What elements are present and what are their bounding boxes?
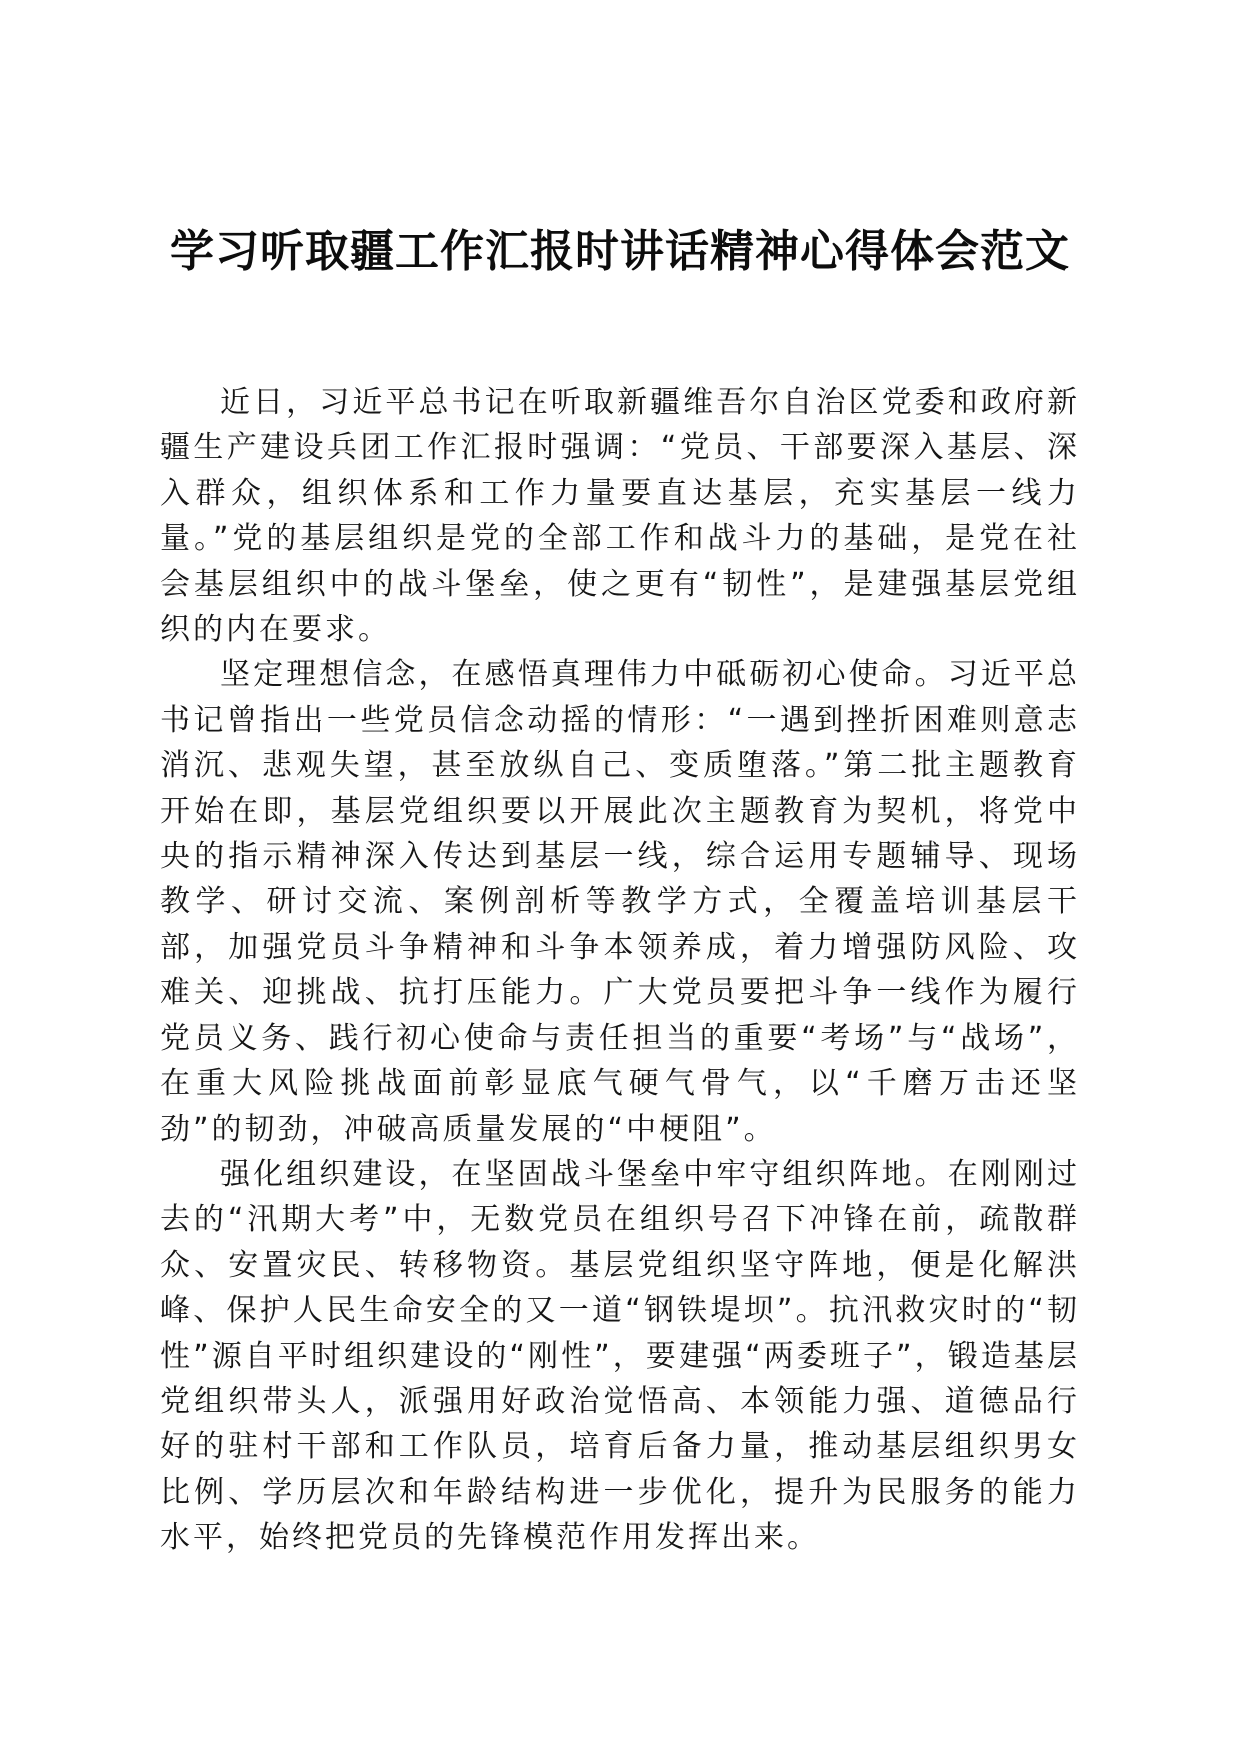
paragraph-3: 强化组织建设，在坚固战斗堡垒中牢守组织阵地。在刚刚过去的“汛期大考”中，无数党员在组织号召下冲锋在前，疏散群众、安置灾民、转移物资。基层党组织坚守阵地，便是化解洪峰、保护人民生命安全的又一道“钢铁堤坝”。抗汛救灾时的“韧性”源自平时组织建设的“刚性”，要建强“两委班子”，锻造基层党组织带头人，派强用好政治觉悟高、本领能力强、道德品行好的驻村干部和工作队员，培育后备力量，推动基层组织男女比例、学历层次和年龄结构进一步优化，提升为民服务的能力水平，始终把党员的先锋模范作用发挥出来。 (160, 1156, 1080, 1556)
paragraph-2: 坚定理想信念，在感悟真理伟力中砥砺初心使命。习近平总书记曾指出一些党员信念动摇的情形：“一遇到挫折困难则意志消沉、悲观失望，甚至放纵自己、变质堕落。”第二批主题教育开始在即，基层党组织要以开展此次主题教育为契机，将党中央的指示精神深入传达到基层一线，综合运用专题辅导、现场教学、研讨交流、案例剖析等教学方式，全覆盖培训基层干部，加强党员斗争精神和斗争本领养成，着力增强防风险、攻难关、迎挑战、抗打压能力。广大党员要把斗争一线作为履行党员义务、践行初心使命与责任担当的重要“考场”与“战场”，在重大风险挑战面前彰显底气硬气骨气，以“千磨万击还坚劲”的韧劲，冲破高质量发展的“中梗阻”。 (160, 657, 1080, 1147)
document-body (160, 380, 1080, 1561)
paragraph-1: 近日，习近平总书记在听取新疆维吾尔自治区党委和政府新疆生产建设兵团工作汇报时强调：“党员、干部要深入基层、深入群众，组织体系和工作力量要直达基层，充实基层一线力量。”党的基层组织是党的全部工作和战斗力的基础，是党在社会基层组织中的战斗堡垒，使之更有“韧性”，是建强基层党组织的内在要求。 (160, 385, 1080, 648)
document-title: 学习听取疆工作汇报时讲话精神心得体会范文 (170, 226, 1070, 277)
